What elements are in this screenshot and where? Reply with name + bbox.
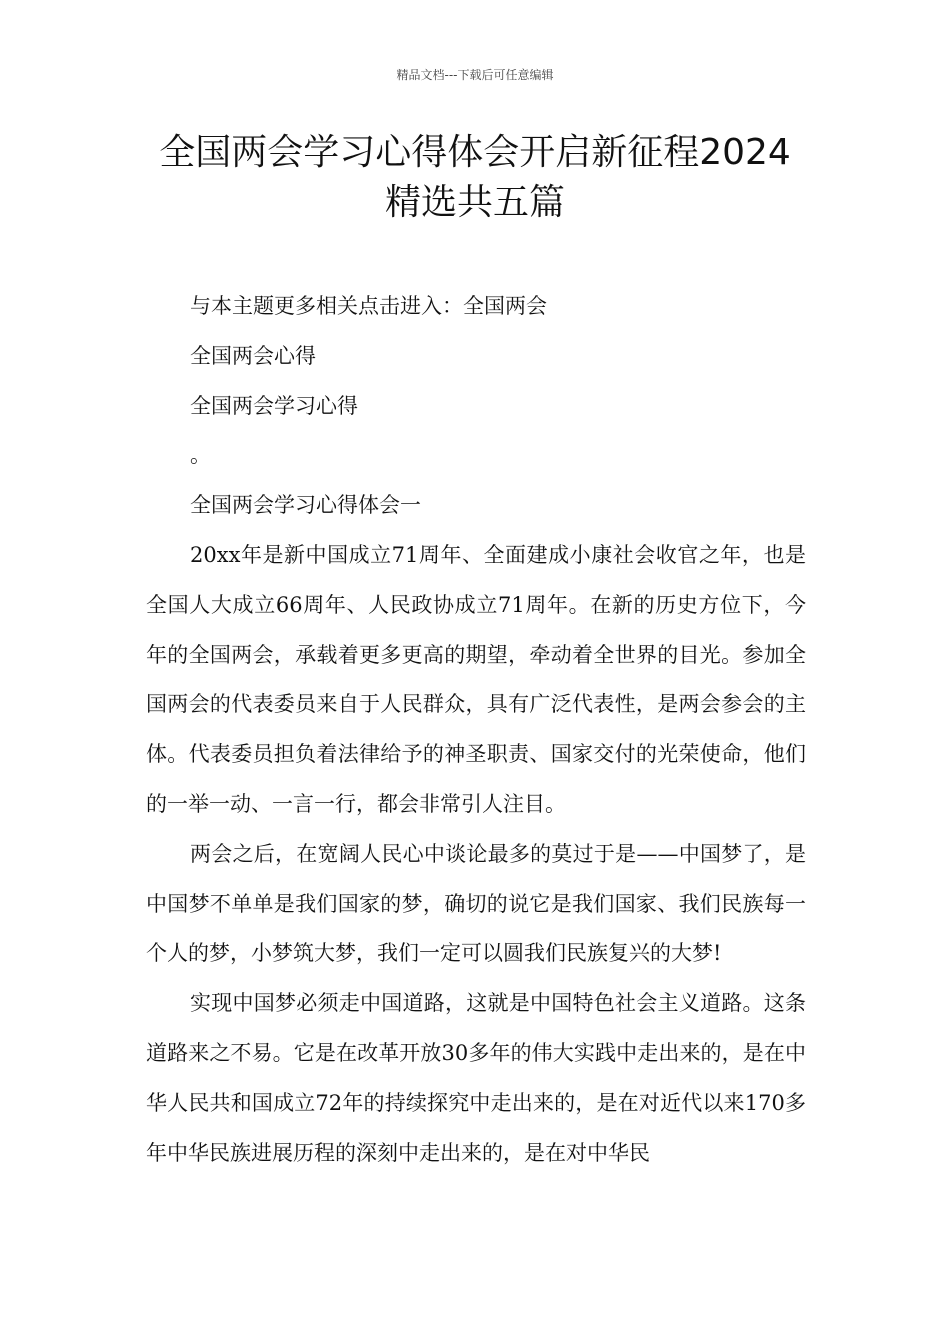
paragraph-3: 实现中国梦必须走中国道路，这就是中国特色社会主义道路。这条道路来之不易。它是在改革开放30多年的伟大实践中走出来的，是在中华人民共和国成立72年的持续探究中走出来的，是在对近代以来170多年中华民族进展历程的深刻中走出来的，是在对中华民 xyxy=(146,991,806,1165)
related-link-1[interactable]: 全国两会心得 xyxy=(190,343,316,368)
related-link-2[interactable]: 全国两会学习心得 xyxy=(190,393,358,418)
title-line-1: 全国两会学习心得体会开启新征程2024 xyxy=(159,132,791,173)
section-heading: 全国两会学习心得体会一 xyxy=(190,493,421,518)
document-title xyxy=(80,128,870,228)
paragraph-2: 两会之后，在宽阔人民心中谈论最多的莫过于是——中国梦了，是中国梦不单单是我们国家的梦，确切的说它是我们国家、我们民族每一个人的梦，小梦筑大梦，我们一定可以圆我们民族复兴的大梦! xyxy=(146,841,806,966)
related-intro[interactable]: 与本主题更多相关点击进入：全国两会 xyxy=(190,294,547,318)
document-body xyxy=(146,282,806,1178)
title-line-2: 精选共五篇 xyxy=(384,182,565,223)
paragraph-1: 20xx年是新中国成立71周年、全面建成小康社会收官之年，也是全国人大成立66周年、人民政协成立71周年。在新的历史方位下，今年的全国两会，承载着更多更高的期望，牵动着全世界的目光。参加全国两会的代表委员来自于人民群众，具有广泛代表性，是两会参会的主体。代表委员担负着法律给予的神圣职责、国家交付的光荣使命，他们的一举一动、一言一行，都会非常引人注目。 xyxy=(146,542,806,816)
header-note: 精品文档---下载后可任意编辑 xyxy=(396,68,554,82)
separator-mark: 。 xyxy=(190,443,211,468)
